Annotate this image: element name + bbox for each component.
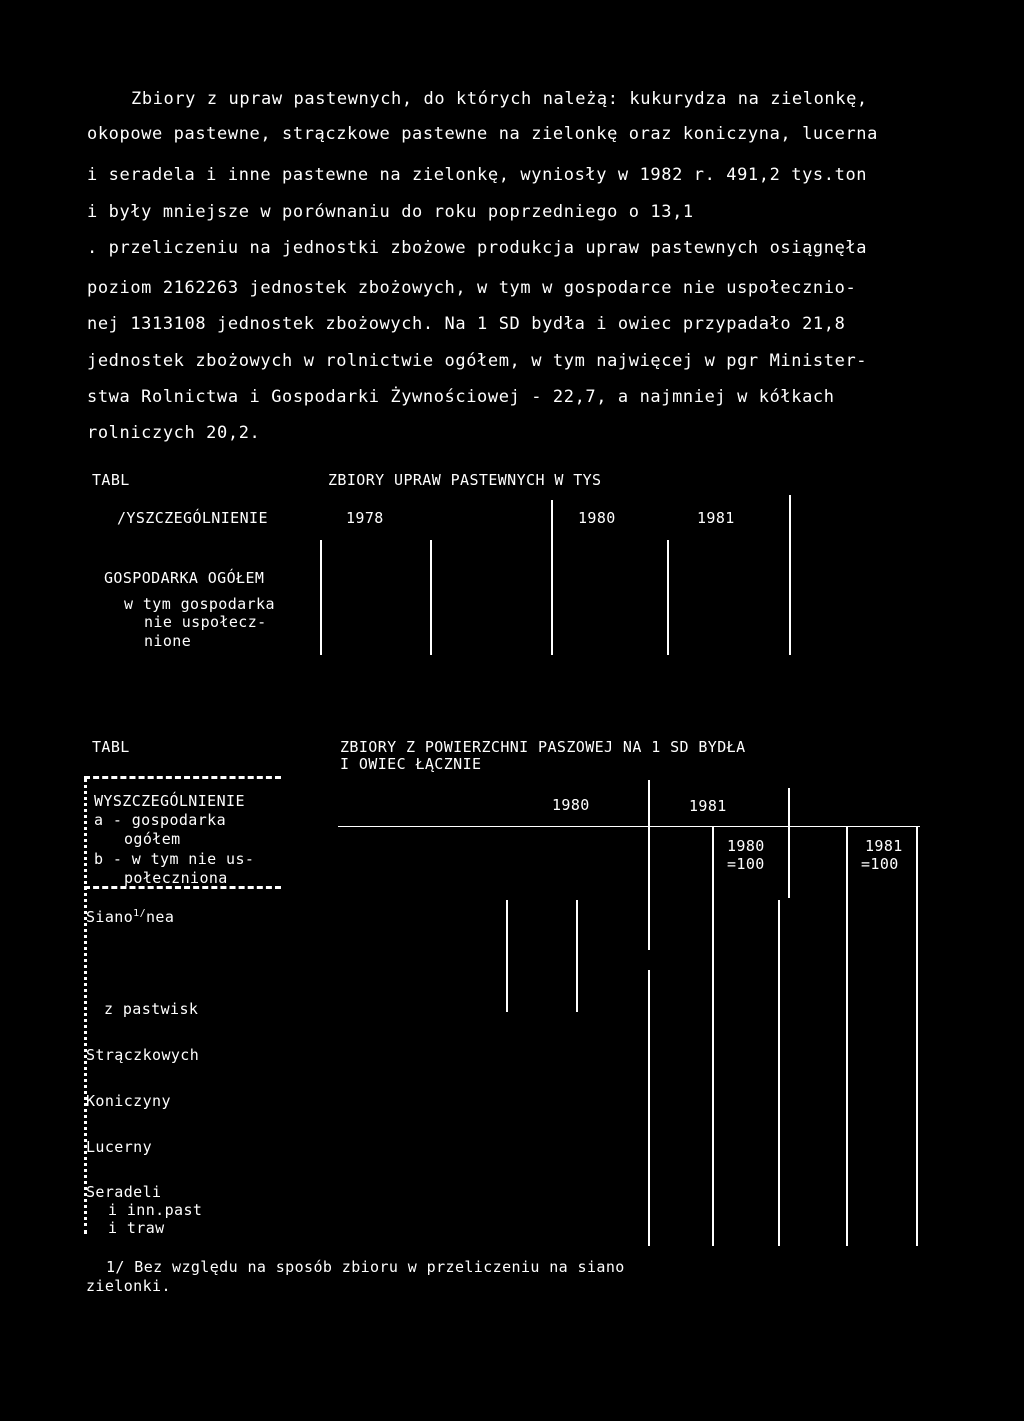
table-row-label: z pastwisk <box>104 1000 199 1018</box>
table-rule <box>506 900 508 1012</box>
year-header: 1981 <box>697 509 735 527</box>
table-rule <box>846 826 848 1246</box>
table-title: ZBIORY Z POWIERZCHNI PASZOWEJ NA 1 SD BYDŁA <box>340 738 746 756</box>
footnote-line: 1/ Bez względu na sposób zbioru w przeliczeniu na siano <box>106 1258 625 1276</box>
table-row-label <box>86 908 174 926</box>
table-rule <box>778 900 780 1246</box>
header-rule <box>338 826 920 827</box>
table-row-label: nie uspołecz- <box>144 613 267 631</box>
legend-line: połecznionа <box>124 869 228 887</box>
table-row-label: Lucerny <box>86 1138 153 1156</box>
year-header: 1980 <box>578 509 616 527</box>
paragraph-line: poziom 2162263 jednostek zbożowych, w tym w gospodarce nie uspołecznio- <box>87 278 857 298</box>
paragraph-line: nej 1313108 jednostek zbożowych. Na 1 SD bydła i owiec przypadało 21,8 <box>87 314 846 334</box>
table-header-col: WYSZCZEGÓLNIENIE <box>94 792 245 810</box>
legend-line: a - gospodarka <box>94 811 227 829</box>
table-row-label: Koniczyny <box>86 1092 171 1110</box>
table-rule <box>712 826 714 1246</box>
table-rule <box>789 495 791 655</box>
paragraph-line: stwa Rolnictwa i Gospodarki Żywnościowej - 22,7, a najmniej w kółkach <box>87 387 835 407</box>
table-row-label: i traw <box>108 1219 165 1237</box>
table-rule <box>788 788 790 898</box>
index-label: 1980 <box>727 837 765 855</box>
year-header: 1978 <box>346 509 384 527</box>
table-rule <box>916 826 918 1246</box>
legend-line: b - w tym nie us- <box>94 850 255 868</box>
paragraph-line: rolniczych 20,2. <box>87 423 261 443</box>
table-row-label: w tym gospodarka <box>124 595 275 613</box>
paragraph-line: . przeliczeniu na jednostki zbożowe produkcja upraw pastewnych osiągnęła <box>87 238 868 258</box>
table-label: TABL <box>92 471 130 489</box>
table-row-label: Seradeli <box>86 1183 162 1201</box>
paragraph-line: i były mniejsze w porównaniu do roku poprzedniego o 13,1 <box>87 202 694 222</box>
paragraph-line: jednostek zbożowych w rolnictwie ogółem, w tym najwięcej w pgr Minister- <box>87 351 868 371</box>
table-border <box>84 778 87 1234</box>
table-rule <box>667 540 669 655</box>
table-rule <box>576 900 578 1012</box>
table-header-col: /YSZCZEGÓLNIENIE <box>117 509 268 527</box>
table-row-label: Strączkowych <box>86 1046 200 1064</box>
siano-label: Siano <box>86 908 134 926</box>
table-border <box>84 776 281 779</box>
table-title: ZBIORY UPRAW PASTEWNYCH W TYS <box>328 471 602 489</box>
footnote-line: zielonki. <box>86 1277 171 1295</box>
table-row-label: i inn.past <box>108 1201 203 1219</box>
table-rule <box>320 540 322 655</box>
index-label: =100 <box>727 855 765 873</box>
table-row-label: GOSPODARKA OGÓŁEM <box>104 569 265 587</box>
siano-tail: nea <box>146 908 175 926</box>
legend-line: ogółem <box>124 830 181 848</box>
footnote-ref: 1/ <box>133 908 146 919</box>
table-label: TABL <box>92 738 130 756</box>
table-rule <box>430 540 432 655</box>
table-row-label: nione <box>144 632 192 650</box>
year-header: 1980 <box>552 796 590 814</box>
table-rule <box>648 780 650 950</box>
index-label: 1981 <box>865 837 903 855</box>
table-title: I OWIEC ŁĄCZNIE <box>340 755 482 773</box>
table-rule <box>648 970 650 1246</box>
year-header: 1981 <box>689 797 727 815</box>
index-label: =100 <box>861 855 899 873</box>
paragraph-line: Zbiory z upraw pastewnych, do których należą: kukurydza na zielonkę, <box>131 89 868 109</box>
table-rule <box>551 500 553 655</box>
paragraph-line: okopowe pastewne, strączkowe pastewne na zielonkę oraz koniczyna, lucerna <box>87 124 878 144</box>
paragraph-line: i seradela i inne pastewne na zielonkę, wyniosły w 1982 r. 491,2 tys.ton <box>87 165 868 185</box>
